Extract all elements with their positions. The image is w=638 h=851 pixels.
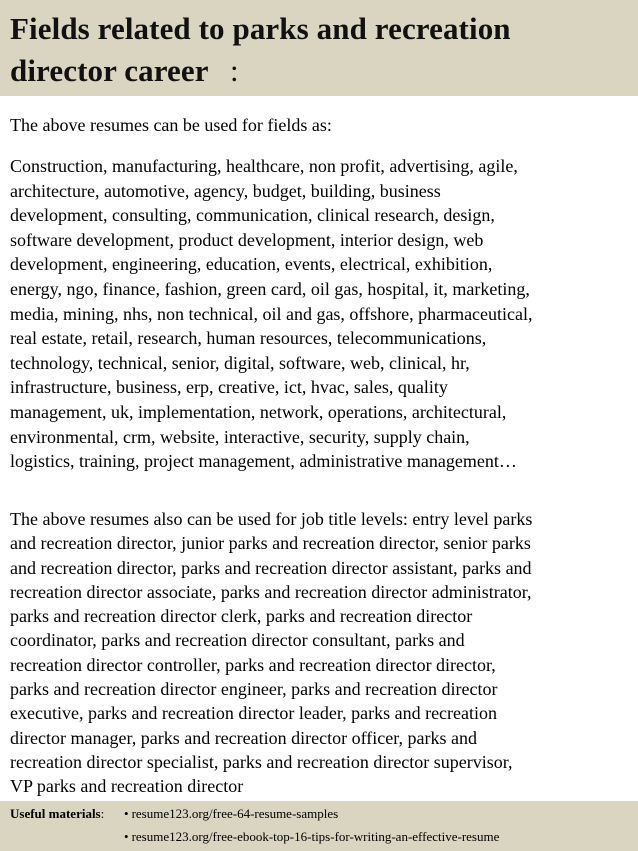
fields-line: development, engineering, education, events, electrical, exhibition, [10,254,493,275]
fields-line: logistics, training, project management, administrative management… [10,451,517,472]
bullet-icon: • [124,829,129,844]
footer-link-text[interactable]: resume123.org/free-ebook-top-16-tips-for-writing-an-effective-resume [131,829,500,844]
levels-line: executive, parks and recreation director leader, parks and recreation [10,703,498,724]
levels-line: director manager, parks and recreation director officer, parks and [10,727,477,748]
useful-materials-label-text: Useful materials [10,806,101,821]
fields-line: media, mining, nhs, non technical, oil and gas, offshore, pharmaceutical, [10,303,533,324]
bullet-icon: • [124,806,129,821]
levels-line: recreation director specialist, parks and recreation director supervisor, [10,751,513,772]
levels-line: coordinator, parks and recreation director consultant, parks and [10,630,465,651]
footer-link-ebook[interactable] [124,829,499,845]
levels-line: and recreation director, junior parks and recreation director, senior parks [10,533,531,554]
levels-line: and recreation director, parks and recreation director assistant, parks and [10,557,532,578]
levels-line: recreation director controller, parks and recreation director director, [10,654,496,675]
levels-line: The above resumes also can be used for job title levels: entry level parks [10,509,533,529]
useful-materials-colon: : [100,806,105,821]
fields-paragraph [10,154,635,474]
levels-line: VP parks and recreation director [10,776,244,797]
fields-line: environmental, crm, website, interactive, security, supply chain, [10,426,470,447]
fields-line: technology, technical, senior, digital, software, web, clinical, hr, [10,352,470,373]
fields-line: Construction, manufacturing, healthcare, non profit, advertising, agile, [10,156,518,176]
page-title-colon: : [230,53,239,88]
fields-line: software development, product development, interior design, web [10,229,484,250]
levels-line: parks and recreation director engineer, parks and recreation director [10,679,498,700]
intro-text: The above resumes can be used for fields as: [10,115,332,135]
title-band [0,0,638,96]
page-title [10,8,628,92]
fields-line: real estate, retail, research, human resources, telecommunications, [10,328,487,349]
footer-link-resume-samples[interactable] [124,806,338,822]
fields-line: energy, ngo, finance, fashion, green card, oil gas, hospital, it, marketing, [10,278,530,299]
useful-materials-label [10,806,104,822]
fields-line: infrastructure, business, erp, creative, ict, hvac, sales, quality [10,377,448,398]
levels-line: parks and recreation director clerk, parks and recreation director [10,606,473,627]
fields-line: architecture, automotive, agency, budget, building, business [10,180,441,201]
page-title-text: Fields related to parks and recreation director career [10,11,511,88]
fields-line: development, consulting, communication, clinical research, design, [10,205,495,226]
job-levels-paragraph [10,507,635,799]
fields-line: management, uk, implementation, network, operations, architectural, [10,401,507,422]
levels-line: recreation director associate, parks and recreation director administrator, [10,581,532,602]
footer-link-text[interactable]: resume123.org/free-64-resume-samples [131,806,339,821]
